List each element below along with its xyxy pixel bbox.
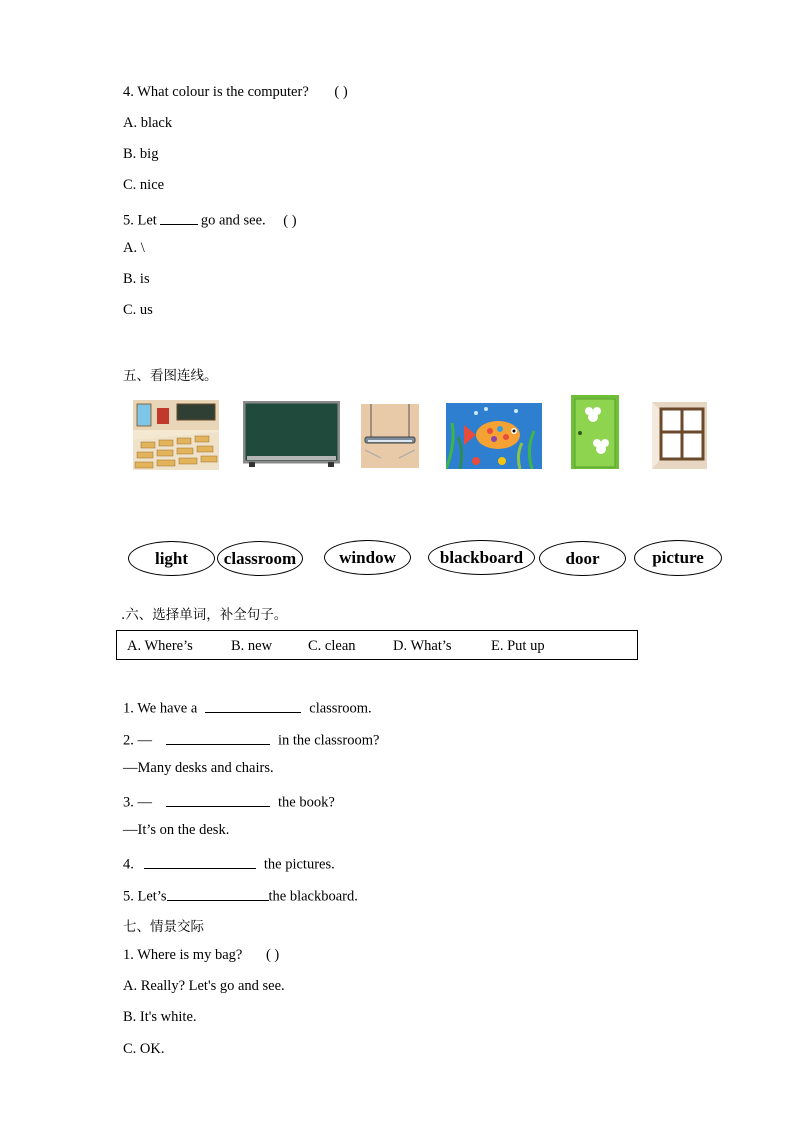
choice-b: B. new	[231, 638, 273, 654]
situational-question-1	[123, 947, 279, 964]
option-b: B. It's white.	[123, 1009, 197, 1025]
answer-paren: ( )	[283, 212, 297, 229]
item-after: classroom.	[309, 700, 372, 717]
fill-item-3	[123, 791, 335, 812]
answer-blank	[166, 729, 270, 745]
answer-blank	[160, 209, 198, 225]
section-6-title: .六、选择单词，补全句子。	[121, 607, 288, 623]
choice-a: A. Where’s	[127, 638, 193, 654]
fill-item-4	[123, 853, 335, 874]
answer-line-2: —Many desks and chairs.	[123, 760, 274, 776]
option-c: C. us	[123, 302, 153, 318]
answer-blank	[167, 885, 269, 901]
answer-line-3: —It’s on the desk.	[123, 822, 230, 838]
choice-c: C. clean	[308, 638, 356, 654]
word-oval-blackboard: blackboard	[428, 540, 535, 575]
fill-item-5	[123, 885, 358, 906]
option-a: A. black	[123, 115, 173, 131]
classroom-image	[133, 400, 219, 470]
answer-paren: ( )	[265, 947, 280, 963]
word-oval-window: window	[324, 540, 411, 575]
window-image	[652, 402, 707, 469]
option-c: C. nice	[123, 177, 165, 193]
choice-d: D. What’s	[393, 638, 452, 654]
question-5-after: go and see.	[200, 212, 266, 229]
answer-paren: ( )	[334, 84, 348, 100]
item-before: 4.	[123, 856, 134, 873]
option-a: A. Really? Let's go and see.	[123, 978, 285, 994]
choice-e: E. Put up	[491, 638, 545, 654]
option-b: B. big	[123, 146, 159, 162]
section-5-title: 五、看图连线。	[123, 368, 218, 384]
fill-item-1	[123, 697, 372, 718]
question-4-text: 4. What colour is the computer?	[123, 84, 309, 100]
option-a: A. \	[123, 240, 145, 256]
item-before: 5. Let’s	[123, 888, 167, 905]
question-4	[123, 84, 348, 101]
answer-blank	[166, 791, 270, 807]
word-oval-door: door	[539, 541, 626, 576]
question-5	[123, 209, 297, 230]
blackboard-image	[243, 401, 340, 468]
word-bank-box	[116, 630, 638, 660]
word-oval-classroom: classroom	[217, 541, 303, 576]
item-after: the book?	[278, 794, 335, 811]
question-text: 1. Where is my bag?	[123, 947, 243, 963]
answer-blank	[144, 853, 256, 869]
item-after: the blackboard.	[268, 888, 358, 905]
fill-item-2	[123, 729, 379, 750]
word-oval-picture: picture	[634, 540, 722, 576]
option-b: B. is	[123, 271, 150, 287]
item-after: in the classroom?	[278, 732, 380, 749]
item-before: 3. —	[123, 794, 152, 811]
section-7-title: 七、情景交际	[123, 919, 204, 935]
item-after: the pictures.	[263, 856, 335, 873]
answer-blank	[205, 697, 301, 713]
question-5-before: 5. Let	[123, 212, 157, 229]
fish-picture-image	[446, 403, 542, 469]
door-image	[571, 395, 619, 469]
word-oval-light: light	[128, 541, 215, 576]
light-image	[361, 404, 419, 468]
item-before: 1. We have a	[123, 700, 198, 717]
option-c: C. OK.	[123, 1041, 165, 1057]
item-before: 2. —	[123, 732, 152, 749]
